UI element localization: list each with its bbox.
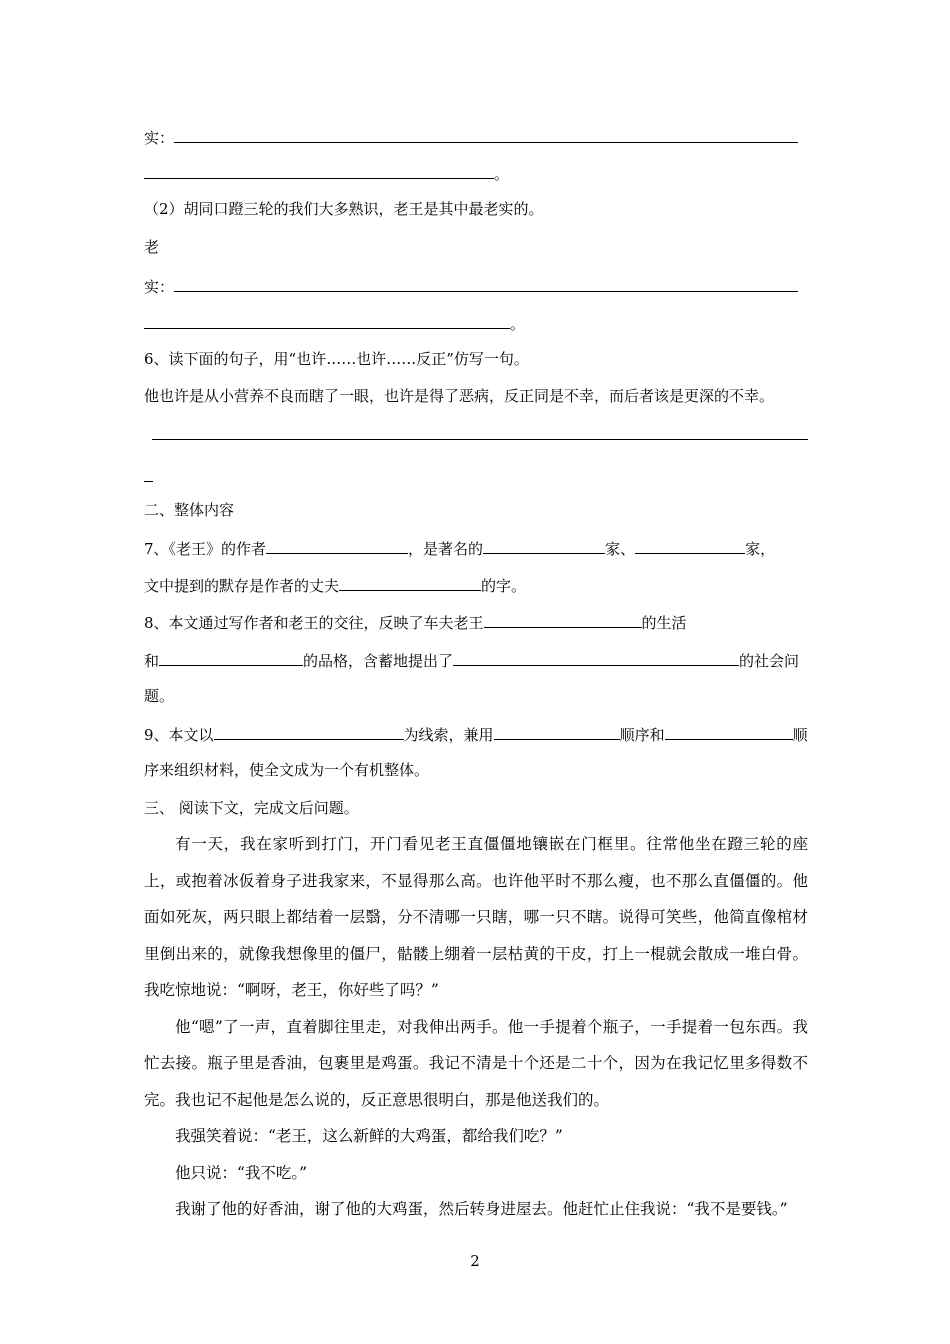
q9-line2: 序来组织材料，使全文成为一个有机整体。: [144, 761, 430, 779]
passage-paragraph: 我谢了他的好香油，谢了他的大鸡蛋，然后转身进屋去。他赶忙止住我说：“我不是要钱。”: [175, 1200, 788, 1218]
q8-line2: [144, 648, 799, 670]
q9-text-4: 顺: [792, 726, 808, 744]
q7-text-1: 7、《老王》的作者: [144, 540, 267, 558]
answer-blank[interactable]: [339, 573, 481, 591]
period: 。: [510, 315, 526, 333]
q7-text-3: 家、: [605, 540, 636, 558]
q8-line1: [144, 610, 687, 632]
q8-text-2: 的生活: [641, 614, 687, 632]
q9-text-1: 9、本文以: [144, 726, 214, 744]
section3-title: 三、 阅读下文，完成文后问题。: [144, 799, 359, 817]
answer-blank[interactable]: [174, 125, 798, 143]
q8-text-1: 8、本文通过写作者和老王的交往，反映了车夫老王: [144, 614, 484, 632]
q5-item1-line: [144, 125, 798, 147]
passage-paragraph: 有一天，我在家听到打门，开门看见老王直僵僵地镶嵌在门框里。往常他坐在蹬三轮的座上，或抱着冰仮着身子进我家来，不显得那么高。也许他平时不那么瘦，也不那么直僵僵的。他面如死灰，两只眼上都结着一层翳，分不清哪一只瞎，哪一只不瞎。说得可笑些，他简直像棺材里倒出来的，就像我想像里的僵尸，骷髅上绷着一层枯黄的干皮，打上一棍就会散成一堆白骨。我吃惊地说：“啊呀，老王，你好些了吗？”: [144, 835, 808, 999]
passage-paragraph: 他“嗯”了一声，直着脚往里走，对我伸出两手。他一手提着个瓶子，一手提着一包东西。我忙去接。瓶子里是香油，包裹里是鸡蛋。我记不清是十个还是二十个，因为在我记忆里多得数不完。我也记不起他是怎么说的，反正意思很明白，那是他送我们的。: [144, 1017, 808, 1109]
q7-text-6: 的字。: [481, 577, 527, 595]
answer-line-tail: [144, 481, 153, 482]
q6-sentence: 他也许是从小营养不良而瞎了一眼，也许是得了恶病，反正同是不幸，而后者该是更深的不幸。: [144, 387, 775, 405]
section2-title: 二、整体内容: [144, 501, 235, 519]
answer-blank[interactable]: [665, 722, 793, 740]
q7-text-4: 家，: [745, 540, 776, 558]
q8-line3: 题。: [144, 687, 175, 705]
q9-line1: [144, 722, 808, 744]
q9-text-2: 为线索，兼用: [403, 726, 494, 744]
answer-blank[interactable]: [266, 536, 408, 554]
answer-blank[interactable]: [483, 536, 605, 554]
answer-blank[interactable]: [144, 311, 510, 329]
answer-line[interactable]: [152, 439, 808, 440]
q7-text-5: 文中提到的默存是作者的丈夫: [144, 577, 340, 595]
answer-blank[interactable]: [159, 648, 303, 666]
q6-prompt: 6、读下面的句子，用“也许……也许……反正”仿写一句。: [144, 350, 529, 368]
q5-item2-line2: [144, 311, 525, 333]
q5-item2-sentence: （2）胡同口蹬三轮的我们大多熟识，老王是其中最老实的。: [144, 200, 544, 218]
q5-item2-label: 实：: [144, 278, 175, 296]
q8-text-4: 的品格，含蓄地提出了: [303, 652, 454, 670]
q7-line1: [144, 536, 775, 558]
answer-blank[interactable]: [144, 161, 494, 179]
answer-blank[interactable]: [174, 274, 798, 292]
q9-text-3: 顺序和: [619, 726, 665, 744]
q5-item2-line: [144, 274, 798, 296]
answer-blank[interactable]: [214, 722, 404, 740]
q5-item1-line2: [144, 161, 509, 183]
passage-paragraph: 我强笑着说：“老王，这么新鲜的大鸡蛋，都给我们吃？”: [175, 1127, 563, 1145]
answer-blank[interactable]: [494, 722, 620, 740]
q5-item2-word: 老: [144, 238, 160, 256]
answer-blank[interactable]: [484, 610, 642, 628]
passage-paragraph: 他只说：“我不吃。”: [175, 1163, 308, 1182]
answer-blank[interactable]: [453, 648, 739, 666]
q7-text-2: ，是著名的: [408, 540, 484, 558]
period: 。: [494, 165, 510, 183]
q7-line2: [144, 573, 526, 595]
page-number: 2: [470, 1252, 480, 1270]
answer-blank[interactable]: [635, 536, 745, 554]
q8-text-3: 和: [144, 652, 160, 670]
q8-text-5: 的社会问: [739, 652, 800, 670]
reading-passage: [144, 826, 808, 1228]
q5-item1-label: 实：: [144, 129, 175, 147]
